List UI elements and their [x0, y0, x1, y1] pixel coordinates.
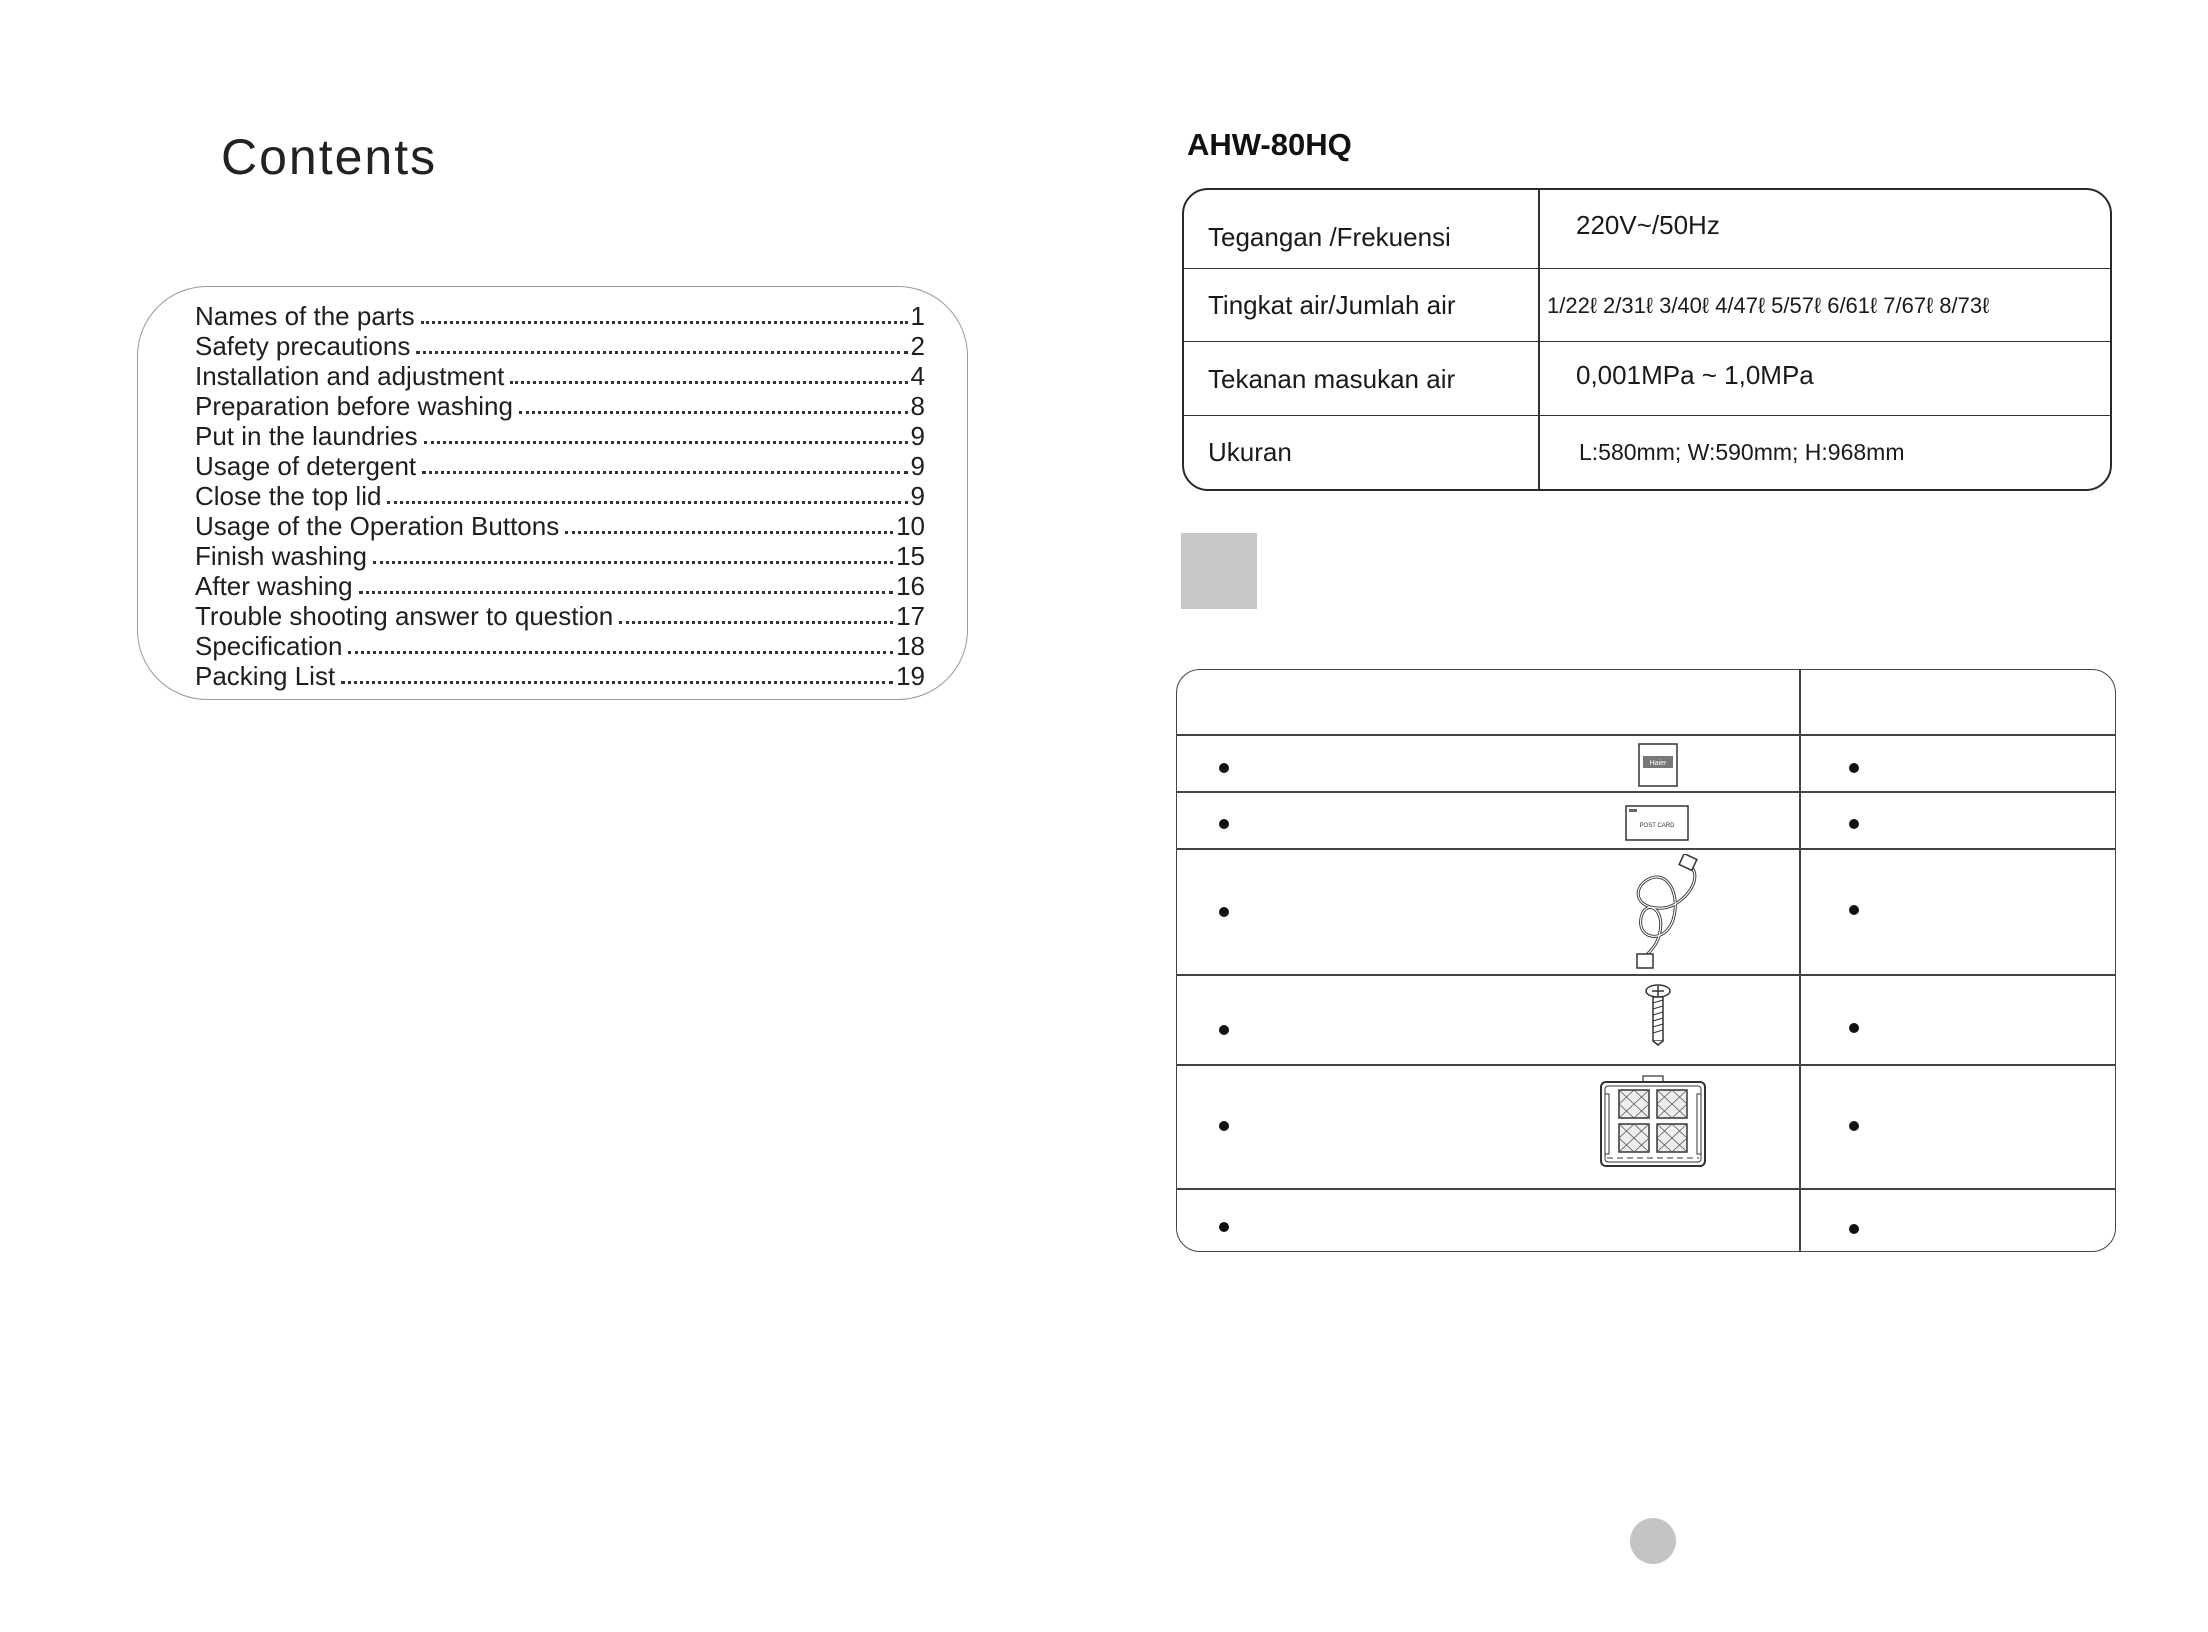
spec-label: Tekanan masukan air [1208, 364, 1456, 394]
toc-page: 1 [910, 301, 925, 331]
toc-leader [359, 591, 894, 594]
toc-page: 15 [896, 541, 925, 571]
manual-icon [1637, 742, 1679, 788]
toc-page: 16 [896, 571, 925, 601]
spec-label: Tegangan /Frekuensi [1208, 222, 1451, 252]
spec-label: Tingkat air/Jumlah air [1208, 290, 1456, 320]
toc-item[interactable] [195, 451, 925, 481]
model-title: AHW-80HQ [1187, 127, 1352, 162]
toc-item[interactable] [195, 391, 925, 421]
row-divider [1177, 974, 2115, 976]
bullet [1849, 1121, 1859, 1131]
toc-page: 17 [896, 601, 925, 631]
toc-item[interactable] [195, 421, 925, 451]
toc-item[interactable] [195, 301, 925, 331]
row-divider [1177, 1188, 2115, 1190]
toc-leader [619, 621, 893, 624]
toc-page: 2 [910, 331, 925, 361]
svg-text:POST CARD: POST CARD [1639, 823, 1675, 829]
toc-label: Safety precautions [195, 331, 411, 361]
toc-label: Specification [195, 631, 343, 661]
bullet [1219, 1222, 1229, 1232]
toc-label: Close the top lid [195, 481, 382, 511]
toc-item[interactable] [195, 631, 925, 661]
toc-label: Trouble shooting answer to question [195, 601, 614, 631]
toc-label: Preparation before washing [195, 391, 513, 421]
toc-label: Names of the parts [195, 301, 415, 331]
toc-label: Put in the laundries [195, 421, 418, 451]
toc-label: Finish washing [195, 541, 367, 571]
bullet [1849, 819, 1859, 829]
spec-row [1184, 269, 2110, 342]
toc-item[interactable] [195, 661, 925, 691]
toc-leader [510, 381, 907, 384]
bullet [1219, 1025, 1229, 1035]
bullet [1219, 1121, 1229, 1131]
section-marker [1181, 533, 1257, 609]
toc-item[interactable] [195, 481, 925, 511]
toc-item[interactable] [195, 571, 925, 601]
toc-item[interactable] [195, 361, 925, 391]
bullet [1219, 763, 1229, 773]
packing-column-divider [1799, 670, 1801, 1251]
toc-leader [565, 531, 893, 534]
toc-page: 4 [910, 361, 925, 391]
toc-leader [519, 411, 908, 414]
spec-table [1182, 188, 2112, 491]
toc-page: 8 [910, 391, 925, 421]
toc-page: 9 [910, 451, 925, 481]
spec-row [1184, 342, 2110, 416]
row-divider [1177, 791, 2115, 793]
toc-label: After washing [195, 571, 353, 601]
toc-leader [387, 501, 907, 504]
screw-icon [1643, 984, 1673, 1046]
row-divider [1177, 848, 2115, 850]
toc-label: Installation and adjustment [195, 361, 505, 391]
svg-text:Haier: Haier [1649, 760, 1667, 767]
toc-label: Packing List [195, 661, 336, 691]
toc-label: Usage of the Operation Buttons [195, 511, 560, 541]
bullet [1849, 1023, 1859, 1033]
toc-item[interactable] [195, 511, 925, 541]
spec-row [1184, 190, 2110, 269]
toc-list [195, 301, 925, 691]
toc-leader [422, 471, 907, 474]
spec-value: L:580mm; W:590mm; H:968mm [1579, 439, 1905, 465]
page-number-badge [1630, 1518, 1676, 1564]
bullet [1849, 763, 1859, 773]
spec-value: 220V~/50Hz [1576, 210, 1720, 240]
spec-value: 1/22ℓ 2/31ℓ 3/40ℓ 4/47ℓ 5/57ℓ 6/61ℓ 7/67ℓ 8/73ℓ [1547, 293, 1990, 318]
toc-leader [341, 681, 893, 684]
toc-leader [424, 441, 908, 444]
post-card-icon [1625, 805, 1689, 841]
toc-leader [416, 351, 907, 354]
toc-page: 9 [910, 481, 925, 511]
packing-table [1176, 669, 2116, 1252]
bullet [1219, 819, 1229, 829]
spec-value: 0,001MPa ~ 1,0MPa [1576, 360, 1814, 390]
toc-item[interactable] [195, 601, 925, 631]
contents-title: Contents [221, 129, 438, 185]
spec-row [1184, 416, 2110, 491]
bullet [1219, 907, 1229, 917]
toc-leader [421, 321, 908, 324]
spec-label: Ukuran [1208, 437, 1292, 467]
toc-page: 9 [910, 421, 925, 451]
toc-leader [348, 651, 893, 654]
row-divider [1177, 734, 2115, 736]
toc-page: 18 [896, 631, 925, 661]
toc-page: 10 [896, 511, 925, 541]
toc-leader [373, 561, 893, 564]
bullet [1849, 905, 1859, 915]
base-frame-icon [1597, 1074, 1709, 1172]
toc-label: Usage of detergent [195, 451, 417, 481]
toc-page: 19 [896, 661, 925, 691]
bullet [1849, 1224, 1859, 1234]
row-divider [1177, 1064, 2115, 1066]
toc-item[interactable] [195, 541, 925, 571]
toc-item[interactable] [195, 331, 925, 361]
inlet-hose-icon [1615, 854, 1705, 970]
